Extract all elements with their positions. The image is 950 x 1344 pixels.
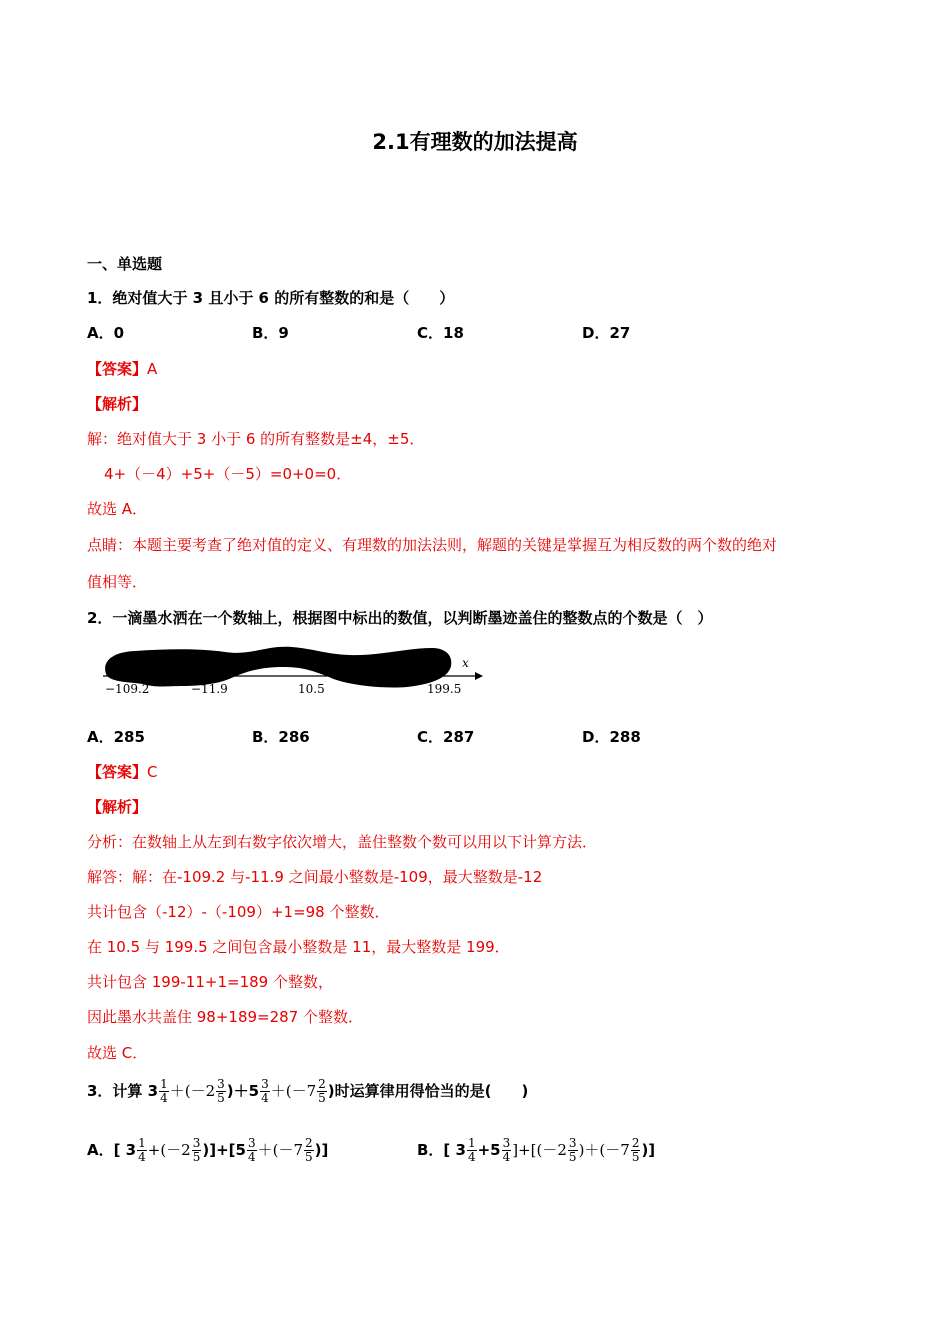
fraction: $\frac{2}{5}$ (318, 1077, 326, 1105)
ink-blot (105, 647, 451, 688)
q3-text: B．[ 3 (417, 1141, 466, 1159)
answer-value: A (147, 360, 158, 378)
fraction: $\frac{3}{5}$ (568, 1136, 577, 1164)
q3-text: +5 (477, 1141, 501, 1159)
q3-text: )＋(－7 (578, 1141, 630, 1159)
q1-analysis-label: 【解析】 (87, 395, 148, 413)
q1-analysis-line: 点睛：本题主要考查了绝对值的定义、有理数的加法法则，解题的关键是掌握互为相反数的两个数的绝对 (87, 536, 778, 554)
tick-label: 199.5 (427, 682, 462, 696)
axis-variable-label: x (462, 656, 469, 670)
q1-option-b: B．9 (252, 324, 289, 342)
q2-analysis-line: 解答：解：在-109.2 与-11.9 之间最小整数是-109，最大整数是-12 (87, 868, 543, 886)
q3-text: A．[ 3 (87, 1141, 137, 1159)
q2-option-a: A．285 (87, 728, 145, 746)
number-line-figure (87, 640, 487, 698)
q3-text: )时运算律用得恰当的是( ) (327, 1082, 529, 1100)
q2-option-c: C．287 (417, 728, 475, 746)
fraction: $\frac{2}{5}$ (305, 1136, 313, 1164)
fraction: $\frac{3}{4}$ (247, 1136, 256, 1164)
q2-stem: 2．一滴墨水洒在一个数轴上，根据图中标出的数值，以判断墨迹盖住的整数点的个数是（ ） (87, 609, 713, 627)
q1-option-d: D．27 (582, 324, 631, 342)
answer-value: C (147, 763, 158, 781)
q1-analysis-line: 解：绝对值大于 3 小于 6 的所有整数是±4，±5． (87, 430, 425, 448)
answer-label: 【答案】 (87, 763, 148, 781)
fraction: $\frac{3}{4}$ (261, 1077, 269, 1105)
axis-arrow (475, 672, 483, 680)
q3-text: +(－2 (147, 1141, 191, 1159)
q2-analysis-line: 共计包含（-12）-（-109）+1=98 个整数． (87, 903, 390, 921)
q1-analysis-line: 故选 A． (87, 500, 148, 518)
q2-analysis-line: 共计包含 199-11+1=189 个整数， (87, 973, 333, 991)
page-title: 2.1有理数的加法提高 (372, 130, 578, 154)
q3-text: )] (641, 1141, 656, 1159)
fraction: $\frac{3}{4}$ (502, 1136, 511, 1164)
q1-option-c: C．18 (417, 324, 464, 342)
fraction: $\frac{1}{4}$ (160, 1077, 168, 1105)
q3-text: ＋(－7 (257, 1141, 303, 1159)
q3-stem (87, 1078, 528, 1105)
section-heading: 一、单选题 (87, 255, 163, 273)
q3-text: ]+[(－2 (512, 1141, 567, 1159)
q3-option-b (417, 1137, 655, 1164)
q2-analysis-line: 分析：在数轴上从左到右数字依次增大，盖住整数个数可以用以下计算方法． (87, 833, 598, 851)
q2-analysis-label: 【解析】 (87, 798, 148, 816)
tick-label: −109.2 (105, 682, 150, 696)
q3-text: )]+[5 (202, 1141, 246, 1159)
q2-analysis-line: 因此墨水共盖住 98+189=287 个整数． (87, 1008, 364, 1026)
q3-text: 3．计算 3 (87, 1082, 159, 1100)
q2-analysis-line: 故选 C． (87, 1044, 148, 1062)
fraction: $\frac{2}{5}$ (631, 1136, 640, 1164)
q1-analysis-line: 4+（－4）+5+（－5）=0+0=0． (104, 465, 352, 483)
q2-answer (87, 761, 158, 782)
fraction: $\frac{3}{5}$ (192, 1136, 201, 1164)
tick-label: 10.5 (298, 682, 325, 696)
q1-analysis-line: 值相等． (87, 573, 148, 591)
q2-option-d: D．288 (582, 728, 641, 746)
fraction: $\frac{3}{5}$ (217, 1077, 225, 1105)
q2-analysis-line: 在 10.5 与 199.5 之间包含最小整数是 11，最大整数是 199． (87, 938, 510, 956)
fraction: $\frac{1}{4}$ (138, 1136, 146, 1164)
fraction: $\frac{1}{4}$ (467, 1136, 476, 1164)
q1-stem: 1．绝对值大于 3 且小于 6 的所有整数的和是（ ） (87, 289, 455, 307)
q3-text: ＋(－7 (270, 1082, 317, 1100)
tick-label: −11.9 (191, 682, 228, 696)
q2-option-b: B．286 (252, 728, 310, 746)
q3-text: )＋5 (226, 1082, 260, 1100)
answer-label: 【答案】 (87, 360, 148, 378)
q3-option-a (87, 1137, 328, 1164)
q1-option-a: A．0 (87, 324, 125, 342)
q3-text: )] (314, 1141, 329, 1159)
q3-text: ＋(－2 (169, 1082, 216, 1100)
q1-answer (87, 358, 157, 379)
